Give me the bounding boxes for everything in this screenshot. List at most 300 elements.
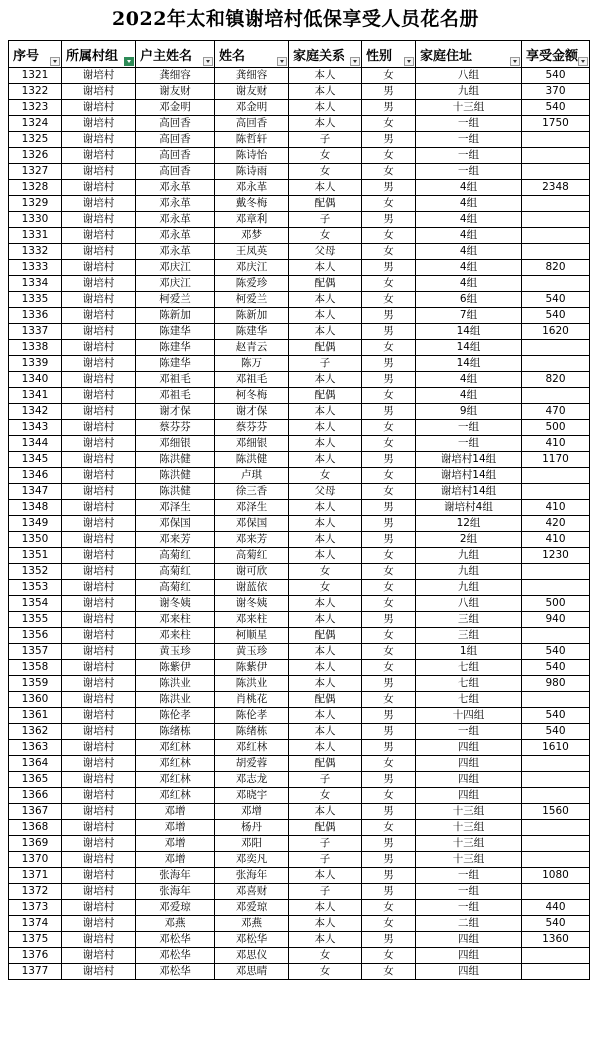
cell-village-group[interactable]: 谢培村 xyxy=(62,964,136,980)
cell-relation[interactable]: 本人 xyxy=(289,660,362,676)
cell-household-head[interactable]: 邓红林 xyxy=(136,772,215,788)
filter-dropdown-icon[interactable] xyxy=(404,57,414,66)
cell-relation[interactable]: 女 xyxy=(289,948,362,964)
cell-household-head[interactable]: 邓永革 xyxy=(136,212,215,228)
cell-amount[interactable]: 440 xyxy=(522,900,590,916)
cell-gender[interactable]: 男 xyxy=(362,516,416,532)
cell-address[interactable]: 一组 xyxy=(416,420,522,436)
cell-address[interactable]: 谢培村14组 xyxy=(416,452,522,468)
cell-gender[interactable]: 女 xyxy=(362,548,416,564)
cell-village-group[interactable]: 谢培村 xyxy=(62,404,136,420)
cell-name[interactable]: 陈建华 xyxy=(215,324,289,340)
cell-index[interactable]: 1358 xyxy=(9,660,62,676)
cell-household-head[interactable]: 邓细银 xyxy=(136,436,215,452)
cell-village-group[interactable]: 谢培村 xyxy=(62,308,136,324)
cell-relation[interactable]: 子 xyxy=(289,836,362,852)
cell-index[interactable]: 1375 xyxy=(9,932,62,948)
cell-name[interactable]: 陈诗怡 xyxy=(215,148,289,164)
cell-household-head[interactable]: 邓泽生 xyxy=(136,500,215,516)
cell-name[interactable]: 陈紫伊 xyxy=(215,660,289,676)
cell-name[interactable]: 邓增 xyxy=(215,804,289,820)
cell-village-group[interactable]: 谢培村 xyxy=(62,68,136,84)
cell-village-group[interactable]: 谢培村 xyxy=(62,244,136,260)
cell-household-head[interactable]: 邓增 xyxy=(136,836,215,852)
cell-relation[interactable]: 本人 xyxy=(289,324,362,340)
cell-village-group[interactable]: 谢培村 xyxy=(62,484,136,500)
cell-name[interactable]: 谢冬姨 xyxy=(215,596,289,612)
cell-relation[interactable]: 配偶 xyxy=(289,276,362,292)
cell-amount[interactable]: 820 xyxy=(522,260,590,276)
cell-name[interactable]: 卢琪 xyxy=(215,468,289,484)
cell-index[interactable]: 1329 xyxy=(9,196,62,212)
cell-index[interactable]: 1360 xyxy=(9,692,62,708)
cell-household-head[interactable]: 邓松华 xyxy=(136,964,215,980)
cell-relation[interactable]: 本人 xyxy=(289,724,362,740)
cell-index[interactable]: 1328 xyxy=(9,180,62,196)
cell-amount[interactable]: 540 xyxy=(522,100,590,116)
cell-index[interactable]: 1345 xyxy=(9,452,62,468)
cell-relation[interactable]: 本人 xyxy=(289,516,362,532)
cell-index[interactable]: 1350 xyxy=(9,532,62,548)
cell-gender[interactable]: 女 xyxy=(362,628,416,644)
cell-name[interactable]: 陈绪栋 xyxy=(215,724,289,740)
cell-name[interactable]: 陈爱珍 xyxy=(215,276,289,292)
cell-relation[interactable]: 本人 xyxy=(289,740,362,756)
cell-amount[interactable]: 1610 xyxy=(522,740,590,756)
cell-gender[interactable]: 女 xyxy=(362,900,416,916)
cell-household-head[interactable]: 蔡芬芬 xyxy=(136,420,215,436)
cell-index[interactable]: 1377 xyxy=(9,964,62,980)
cell-address[interactable]: 七组 xyxy=(416,692,522,708)
cell-gender[interactable]: 男 xyxy=(362,100,416,116)
header-gender[interactable] xyxy=(362,41,416,68)
cell-gender[interactable]: 男 xyxy=(362,84,416,100)
cell-relation[interactable]: 本人 xyxy=(289,900,362,916)
cell-gender[interactable]: 女 xyxy=(362,148,416,164)
cell-name[interactable]: 邓爱琼 xyxy=(215,900,289,916)
cell-household-head[interactable]: 邓来芳 xyxy=(136,532,215,548)
cell-village-group[interactable]: 谢培村 xyxy=(62,500,136,516)
cell-relation[interactable]: 子 xyxy=(289,852,362,868)
cell-index[interactable]: 1335 xyxy=(9,292,62,308)
cell-index[interactable]: 1332 xyxy=(9,244,62,260)
cell-household-head[interactable]: 谢才保 xyxy=(136,404,215,420)
cell-household-head[interactable]: 邓燕 xyxy=(136,916,215,932)
cell-name[interactable]: 谢友财 xyxy=(215,84,289,100)
cell-gender[interactable]: 女 xyxy=(362,244,416,260)
cell-village-group[interactable]: 谢培村 xyxy=(62,916,136,932)
cell-village-group[interactable]: 谢培村 xyxy=(62,324,136,340)
cell-index[interactable]: 1344 xyxy=(9,436,62,452)
cell-household-head[interactable]: 邓来柱 xyxy=(136,628,215,644)
cell-amount[interactable] xyxy=(522,132,590,148)
cell-relation[interactable]: 本人 xyxy=(289,868,362,884)
cell-address[interactable]: 4组 xyxy=(416,228,522,244)
cell-amount[interactable]: 540 xyxy=(522,292,590,308)
cell-household-head[interactable]: 高回香 xyxy=(136,116,215,132)
cell-amount[interactable]: 410 xyxy=(522,436,590,452)
cell-village-group[interactable]: 谢培村 xyxy=(62,724,136,740)
cell-amount[interactable] xyxy=(522,964,590,980)
cell-village-group[interactable]: 谢培村 xyxy=(62,772,136,788)
cell-index[interactable]: 1331 xyxy=(9,228,62,244)
cell-name[interactable]: 邓泽生 xyxy=(215,500,289,516)
cell-amount[interactable] xyxy=(522,852,590,868)
cell-index[interactable]: 1353 xyxy=(9,580,62,596)
cell-name[interactable]: 邓来芳 xyxy=(215,532,289,548)
cell-name[interactable]: 邓阳 xyxy=(215,836,289,852)
cell-address[interactable]: 四组 xyxy=(416,756,522,772)
cell-gender[interactable]: 男 xyxy=(362,372,416,388)
cell-household-head[interactable]: 邓保国 xyxy=(136,516,215,532)
cell-index[interactable]: 1374 xyxy=(9,916,62,932)
cell-index[interactable]: 1349 xyxy=(9,516,62,532)
cell-relation[interactable]: 女 xyxy=(289,788,362,804)
filter-dropdown-icon[interactable] xyxy=(350,57,360,66)
cell-household-head[interactable]: 邓松华 xyxy=(136,932,215,948)
cell-address[interactable]: 谢培村14组 xyxy=(416,484,522,500)
cell-address[interactable]: 一组 xyxy=(416,436,522,452)
cell-index[interactable]: 1372 xyxy=(9,884,62,900)
cell-relation[interactable]: 本人 xyxy=(289,676,362,692)
cell-amount[interactable] xyxy=(522,196,590,212)
cell-relation[interactable]: 女 xyxy=(289,228,362,244)
cell-address[interactable]: 4组 xyxy=(416,196,522,212)
cell-amount[interactable]: 420 xyxy=(522,516,590,532)
cell-address[interactable]: 四组 xyxy=(416,788,522,804)
cell-amount[interactable] xyxy=(522,148,590,164)
cell-relation[interactable]: 父母 xyxy=(289,244,362,260)
cell-name[interactable]: 邓奕凡 xyxy=(215,852,289,868)
cell-amount[interactable]: 1080 xyxy=(522,868,590,884)
cell-village-group[interactable]: 谢培村 xyxy=(62,676,136,692)
filter-dropdown-icon[interactable] xyxy=(277,57,287,66)
cell-address[interactable]: 一组 xyxy=(416,132,522,148)
cell-address[interactable]: 一组 xyxy=(416,724,522,740)
cell-relation[interactable]: 子 xyxy=(289,212,362,228)
filter-active-icon[interactable] xyxy=(124,57,134,66)
cell-name[interactable]: 肖桃花 xyxy=(215,692,289,708)
cell-name[interactable]: 龚细容 xyxy=(215,68,289,84)
cell-address[interactable]: 十三组 xyxy=(416,852,522,868)
cell-relation[interactable]: 本人 xyxy=(289,404,362,420)
cell-household-head[interactable]: 邓祖毛 xyxy=(136,388,215,404)
cell-relation[interactable]: 本人 xyxy=(289,916,362,932)
cell-household-head[interactable]: 邓增 xyxy=(136,820,215,836)
cell-name[interactable]: 柯顺星 xyxy=(215,628,289,644)
cell-amount[interactable] xyxy=(522,244,590,260)
cell-index[interactable]: 1348 xyxy=(9,500,62,516)
cell-gender[interactable]: 女 xyxy=(362,484,416,500)
cell-address[interactable]: 十四组 xyxy=(416,708,522,724)
cell-gender[interactable]: 女 xyxy=(362,196,416,212)
cell-household-head[interactable]: 邓爱琼 xyxy=(136,900,215,916)
cell-name[interactable]: 邓燕 xyxy=(215,916,289,932)
cell-index[interactable]: 1365 xyxy=(9,772,62,788)
cell-index[interactable]: 1362 xyxy=(9,724,62,740)
cell-address[interactable]: 九组 xyxy=(416,548,522,564)
cell-village-group[interactable]: 谢培村 xyxy=(62,356,136,372)
cell-address[interactable]: 九组 xyxy=(416,564,522,580)
cell-amount[interactable] xyxy=(522,276,590,292)
cell-amount[interactable]: 540 xyxy=(522,308,590,324)
cell-address[interactable]: 一组 xyxy=(416,900,522,916)
cell-address[interactable]: 九组 xyxy=(416,580,522,596)
cell-address[interactable]: 谢培村14组 xyxy=(416,468,522,484)
cell-gender[interactable]: 男 xyxy=(362,772,416,788)
cell-gender[interactable]: 男 xyxy=(362,724,416,740)
cell-amount[interactable]: 940 xyxy=(522,612,590,628)
cell-amount[interactable]: 370 xyxy=(522,84,590,100)
cell-address[interactable]: 九组 xyxy=(416,84,522,100)
cell-name[interactable]: 邓红林 xyxy=(215,740,289,756)
cell-amount[interactable] xyxy=(522,388,590,404)
cell-gender[interactable]: 女 xyxy=(362,820,416,836)
cell-household-head[interactable]: 邓红林 xyxy=(136,740,215,756)
cell-address[interactable]: 一组 xyxy=(416,884,522,900)
cell-relation[interactable]: 女 xyxy=(289,580,362,596)
cell-name[interactable]: 王凤英 xyxy=(215,244,289,260)
cell-relation[interactable]: 女 xyxy=(289,564,362,580)
cell-amount[interactable] xyxy=(522,820,590,836)
cell-name[interactable]: 徐三香 xyxy=(215,484,289,500)
cell-index[interactable]: 1340 xyxy=(9,372,62,388)
cell-household-head[interactable]: 高回香 xyxy=(136,132,215,148)
cell-relation[interactable]: 本人 xyxy=(289,372,362,388)
cell-index[interactable]: 1327 xyxy=(9,164,62,180)
cell-amount[interactable]: 1620 xyxy=(522,324,590,340)
cell-index[interactable]: 1369 xyxy=(9,836,62,852)
cell-village-group[interactable]: 谢培村 xyxy=(62,116,136,132)
cell-amount[interactable]: 540 xyxy=(522,724,590,740)
cell-village-group[interactable]: 谢培村 xyxy=(62,164,136,180)
cell-household-head[interactable]: 陈紫伊 xyxy=(136,660,215,676)
cell-household-head[interactable]: 陈洪健 xyxy=(136,452,215,468)
cell-household-head[interactable]: 陈建华 xyxy=(136,324,215,340)
cell-name[interactable]: 邓喜财 xyxy=(215,884,289,900)
cell-village-group[interactable]: 谢培村 xyxy=(62,372,136,388)
cell-address[interactable]: 2组 xyxy=(416,532,522,548)
cell-index[interactable]: 1371 xyxy=(9,868,62,884)
cell-index[interactable]: 1326 xyxy=(9,148,62,164)
cell-name[interactable]: 戴冬梅 xyxy=(215,196,289,212)
cell-name[interactable]: 黄玉珍 xyxy=(215,644,289,660)
cell-village-group[interactable]: 谢培村 xyxy=(62,516,136,532)
cell-index[interactable]: 1361 xyxy=(9,708,62,724)
cell-name[interactable]: 邓祖毛 xyxy=(215,372,289,388)
cell-gender[interactable]: 男 xyxy=(362,676,416,692)
cell-household-head[interactable]: 柯爱兰 xyxy=(136,292,215,308)
cell-village-group[interactable]: 谢培村 xyxy=(62,836,136,852)
cell-gender[interactable]: 女 xyxy=(362,164,416,180)
cell-gender[interactable]: 女 xyxy=(362,644,416,660)
cell-relation[interactable]: 本人 xyxy=(289,708,362,724)
cell-gender[interactable]: 男 xyxy=(362,324,416,340)
cell-gender[interactable]: 男 xyxy=(362,884,416,900)
cell-index[interactable]: 1339 xyxy=(9,356,62,372)
cell-relation[interactable]: 本人 xyxy=(289,596,362,612)
cell-relation[interactable]: 女 xyxy=(289,964,362,980)
cell-amount[interactable]: 410 xyxy=(522,500,590,516)
cell-name[interactable]: 谢可欣 xyxy=(215,564,289,580)
cell-relation[interactable]: 本人 xyxy=(289,932,362,948)
cell-index[interactable]: 1341 xyxy=(9,388,62,404)
cell-gender[interactable]: 男 xyxy=(362,404,416,420)
cell-address[interactable]: 4组 xyxy=(416,276,522,292)
cell-index[interactable]: 1336 xyxy=(9,308,62,324)
cell-address[interactable]: 12组 xyxy=(416,516,522,532)
cell-household-head[interactable]: 邓增 xyxy=(136,804,215,820)
cell-gender[interactable]: 女 xyxy=(362,964,416,980)
cell-household-head[interactable]: 陈伦孝 xyxy=(136,708,215,724)
cell-index[interactable]: 1346 xyxy=(9,468,62,484)
cell-gender[interactable]: 男 xyxy=(362,500,416,516)
cell-relation[interactable]: 本人 xyxy=(289,548,362,564)
cell-index[interactable]: 1367 xyxy=(9,804,62,820)
cell-address[interactable]: 三组 xyxy=(416,612,522,628)
cell-name[interactable]: 陈伦孝 xyxy=(215,708,289,724)
cell-gender[interactable]: 女 xyxy=(362,756,416,772)
cell-village-group[interactable]: 谢培村 xyxy=(62,292,136,308)
cell-name[interactable]: 陈哲轩 xyxy=(215,132,289,148)
cell-village-group[interactable]: 谢培村 xyxy=(62,84,136,100)
cell-village-group[interactable]: 谢培村 xyxy=(62,548,136,564)
cell-address[interactable]: 八组 xyxy=(416,68,522,84)
cell-relation[interactable]: 本人 xyxy=(289,84,362,100)
cell-household-head[interactable]: 邓松华 xyxy=(136,948,215,964)
cell-village-group[interactable]: 谢培村 xyxy=(62,436,136,452)
cell-village-group[interactable]: 谢培村 xyxy=(62,708,136,724)
cell-village-group[interactable]: 谢培村 xyxy=(62,804,136,820)
header-relation[interactable] xyxy=(289,41,362,68)
cell-address[interactable]: 7组 xyxy=(416,308,522,324)
cell-index[interactable]: 1373 xyxy=(9,900,62,916)
cell-relation[interactable]: 本人 xyxy=(289,612,362,628)
cell-amount[interactable] xyxy=(522,788,590,804)
cell-gender[interactable]: 女 xyxy=(362,916,416,932)
cell-index[interactable]: 1325 xyxy=(9,132,62,148)
cell-household-head[interactable]: 谢友财 xyxy=(136,84,215,100)
cell-village-group[interactable]: 谢培村 xyxy=(62,180,136,196)
cell-relation[interactable]: 本人 xyxy=(289,116,362,132)
cell-gender[interactable]: 女 xyxy=(362,596,416,612)
cell-village-group[interactable]: 谢培村 xyxy=(62,884,136,900)
cell-index[interactable]: 1333 xyxy=(9,260,62,276)
cell-address[interactable]: 十三组 xyxy=(416,100,522,116)
cell-village-group[interactable]: 谢培村 xyxy=(62,132,136,148)
cell-village-group[interactable]: 谢培村 xyxy=(62,612,136,628)
cell-village-group[interactable]: 谢培村 xyxy=(62,468,136,484)
cell-village-group[interactable]: 谢培村 xyxy=(62,900,136,916)
cell-address[interactable]: 一组 xyxy=(416,116,522,132)
cell-village-group[interactable]: 谢培村 xyxy=(62,148,136,164)
cell-index[interactable]: 1330 xyxy=(9,212,62,228)
cell-relation[interactable]: 本人 xyxy=(289,804,362,820)
cell-address[interactable]: 一组 xyxy=(416,164,522,180)
cell-name[interactable]: 邓松华 xyxy=(215,932,289,948)
cell-household-head[interactable]: 邓永革 xyxy=(136,244,215,260)
cell-address[interactable]: 十三组 xyxy=(416,836,522,852)
cell-name[interactable]: 陈洪业 xyxy=(215,676,289,692)
cell-gender[interactable]: 男 xyxy=(362,260,416,276)
cell-amount[interactable] xyxy=(522,948,590,964)
cell-amount[interactable] xyxy=(522,564,590,580)
cell-address[interactable]: 4组 xyxy=(416,260,522,276)
header-index[interactable] xyxy=(9,41,62,68)
cell-amount[interactable] xyxy=(522,212,590,228)
cell-gender[interactable]: 男 xyxy=(362,708,416,724)
cell-amount[interactable] xyxy=(522,228,590,244)
cell-amount[interactable] xyxy=(522,884,590,900)
cell-name[interactable]: 张海年 xyxy=(215,868,289,884)
cell-village-group[interactable]: 谢培村 xyxy=(62,868,136,884)
cell-amount[interactable]: 540 xyxy=(522,644,590,660)
filter-dropdown-icon[interactable] xyxy=(578,57,588,66)
cell-name[interactable]: 邓志龙 xyxy=(215,772,289,788)
cell-household-head[interactable]: 邓永革 xyxy=(136,180,215,196)
cell-gender[interactable]: 女 xyxy=(362,788,416,804)
cell-address[interactable]: 14组 xyxy=(416,324,522,340)
cell-village-group[interactable]: 谢培村 xyxy=(62,228,136,244)
cell-village-group[interactable]: 谢培村 xyxy=(62,340,136,356)
cell-gender[interactable]: 男 xyxy=(362,852,416,868)
cell-gender[interactable]: 男 xyxy=(362,452,416,468)
cell-index[interactable]: 1322 xyxy=(9,84,62,100)
cell-gender[interactable]: 男 xyxy=(362,356,416,372)
cell-relation[interactable]: 子 xyxy=(289,772,362,788)
cell-gender[interactable]: 女 xyxy=(362,948,416,964)
header-address[interactable] xyxy=(416,41,522,68)
cell-gender[interactable]: 男 xyxy=(362,932,416,948)
cell-index[interactable]: 1370 xyxy=(9,852,62,868)
cell-household-head[interactable]: 陈洪健 xyxy=(136,484,215,500)
cell-gender[interactable]: 男 xyxy=(362,836,416,852)
cell-village-group[interactable]: 谢培村 xyxy=(62,692,136,708)
cell-household-head[interactable]: 邓红林 xyxy=(136,788,215,804)
cell-village-group[interactable]: 谢培村 xyxy=(62,196,136,212)
cell-address[interactable]: 4组 xyxy=(416,244,522,260)
cell-gender[interactable]: 男 xyxy=(362,740,416,756)
cell-amount[interactable]: 540 xyxy=(522,660,590,676)
cell-village-group[interactable]: 谢培村 xyxy=(62,756,136,772)
cell-address[interactable]: 四组 xyxy=(416,740,522,756)
cell-name[interactable]: 邓思晴 xyxy=(215,964,289,980)
cell-gender[interactable]: 女 xyxy=(362,660,416,676)
cell-amount[interactable] xyxy=(522,756,590,772)
cell-household-head[interactable]: 邓永革 xyxy=(136,196,215,212)
cell-index[interactable]: 1324 xyxy=(9,116,62,132)
cell-amount[interactable] xyxy=(522,836,590,852)
cell-address[interactable]: 14组 xyxy=(416,356,522,372)
cell-name[interactable]: 陈新加 xyxy=(215,308,289,324)
header-village-group[interactable] xyxy=(62,41,136,68)
cell-household-head[interactable]: 邓永革 xyxy=(136,228,215,244)
cell-relation[interactable]: 配偶 xyxy=(289,820,362,836)
cell-relation[interactable]: 本人 xyxy=(289,308,362,324)
cell-amount[interactable] xyxy=(522,164,590,180)
cell-name[interactable]: 邓章利 xyxy=(215,212,289,228)
cell-household-head[interactable]: 邓庆江 xyxy=(136,276,215,292)
cell-gender[interactable]: 女 xyxy=(362,228,416,244)
cell-amount[interactable] xyxy=(522,484,590,500)
cell-gender[interactable]: 男 xyxy=(362,308,416,324)
cell-amount[interactable]: 540 xyxy=(522,708,590,724)
cell-amount[interactable]: 1750 xyxy=(522,116,590,132)
cell-address[interactable]: 七组 xyxy=(416,660,522,676)
cell-name[interactable]: 高菊红 xyxy=(215,548,289,564)
cell-village-group[interactable]: 谢培村 xyxy=(62,420,136,436)
cell-amount[interactable]: 500 xyxy=(522,596,590,612)
